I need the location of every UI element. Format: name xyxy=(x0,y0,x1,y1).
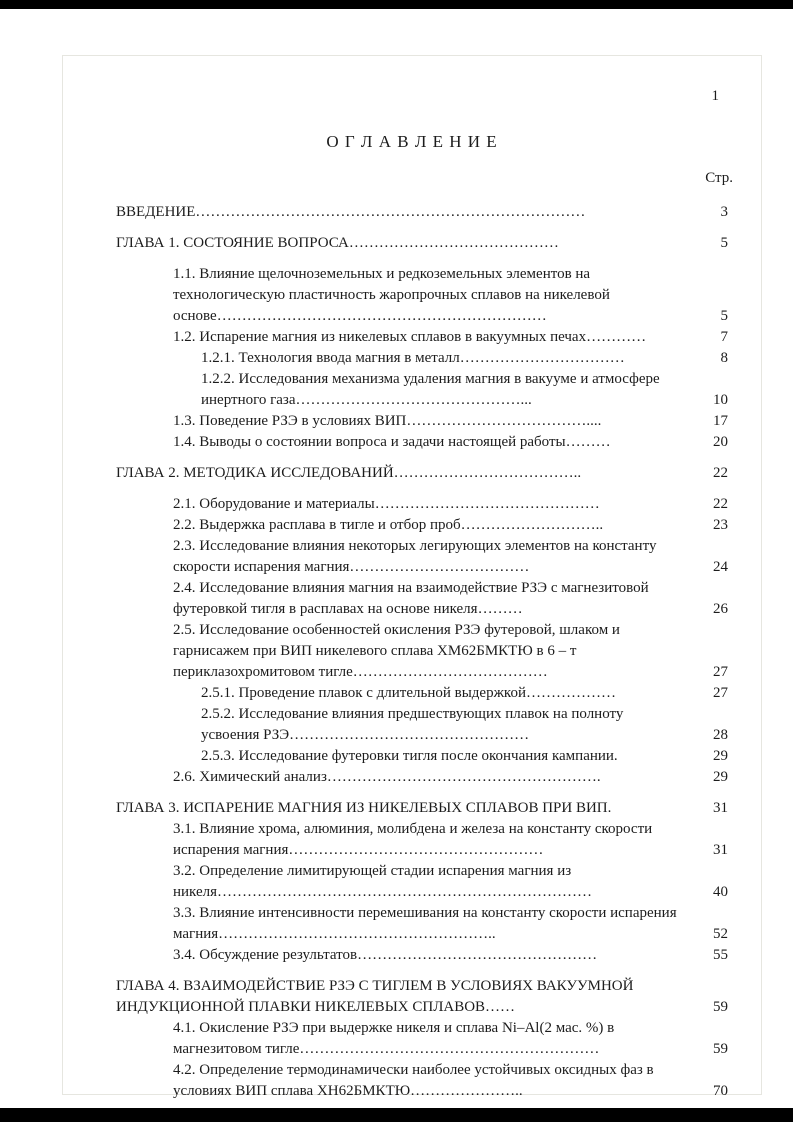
toc-entry-text: 1.1. Влияние щелочноземельных и редкоземельных элементов на технологическую пластичность жаропрочных сплавов на никелевой основе………………………………………………………… xyxy=(173,266,610,324)
toc-page-number: 23 xyxy=(713,517,728,533)
toc-entry xyxy=(116,798,728,819)
toc-entry xyxy=(116,976,728,1018)
toc-page-number: 5 xyxy=(720,308,728,324)
toc-entry xyxy=(116,1018,728,1060)
toc-entry-text: 2.2. Выдержка расплава в тигле и отбор проб……………………….. xyxy=(173,517,604,533)
toc-entry-text: 4.1. Окисление РЗЭ при выдержке никеля и сплава Ni–Al(2 мас. %) в магнезитовом тигле…………………………………………………… xyxy=(173,1020,615,1057)
toc-page-number: 10 xyxy=(713,392,728,408)
scan-edge-top xyxy=(0,0,793,9)
toc-entry xyxy=(116,264,728,327)
scan-edge-bottom xyxy=(0,1108,793,1122)
toc-entry xyxy=(116,515,728,536)
toc-entry xyxy=(116,903,728,945)
toc-entry-text: 3.2. Определение лимитирующей стадии испарения магния из никеля………………………………………………………………… xyxy=(173,863,593,900)
toc-page-number: 27 xyxy=(713,664,728,680)
toc-entry xyxy=(116,233,728,254)
toc-page-number: 31 xyxy=(713,842,728,858)
toc-entry-text: 2.5.2. Исследование влияния предшествующих плавок на полноту усвоения РЗЭ………………………………………… xyxy=(201,706,624,743)
toc-entry xyxy=(116,746,728,767)
toc-page-number: 40 xyxy=(713,884,728,900)
toc-page-number: 27 xyxy=(713,685,728,701)
toc-entry xyxy=(116,411,728,432)
toc-entry-text: 1.3. Поведение РЗЭ в условиях ВИП……………………………….... xyxy=(173,413,602,429)
toc-entry xyxy=(116,202,728,223)
page-column-header: Стр. xyxy=(705,170,733,186)
toc-entry-text: 4.2. Определение термодинамически наиболее устойчивых оксидных фаз в условиях ВИП сплава ХН62БМКТЮ………………….. xyxy=(173,1062,654,1099)
toc-page-number: 29 xyxy=(713,769,728,785)
toc-entry-text: 2.4. Исследование влияния магния на взаимодействие РЗЭ с магнезитовой футеровкой тигля в расплавах на основе никеля……… xyxy=(173,580,649,617)
toc-entry xyxy=(116,861,728,903)
toc-entry-text: 3.1. Влияние хрома, алюминия, молибдена и железа на константу скорости испарения магния…………………………………………… xyxy=(173,821,653,858)
toc-page-number: 7 xyxy=(720,329,728,345)
toc-entry-text: ГЛАВА 3. ИСПАРЕНИЕ МАГНИЯ ИЗ НИКЕЛЕВЫХ СПЛАВОВ ПРИ ВИП. xyxy=(116,800,612,816)
toc-entry xyxy=(116,369,728,411)
toc-entry-text: ГЛАВА 2. МЕТОДИКА ИССЛЕДОВАНИЙ……………………………….. xyxy=(116,465,582,481)
toc-entry xyxy=(116,578,728,620)
toc-entry-text: 1.4. Выводы о состоянии вопроса и задачи настоящей работы……… xyxy=(173,434,611,450)
toc-entry-text: 2.3. Исследование влияния некоторых легирующих элементов на константу скорости испарения магния……………………………… xyxy=(173,538,657,575)
toc-entry-text: 3.3. Влияние интенсивности перемешивания на константу скорости испарения магния……………………………………………….. xyxy=(173,905,677,942)
toc-page-number: 5 xyxy=(720,235,728,251)
toc-entry xyxy=(116,767,728,788)
toc-entry-text: 2.1. Оборудование и материалы……………………………………… xyxy=(173,496,600,512)
toc-entry xyxy=(116,1060,728,1102)
toc-entry-text: 2.5. Исследование особенностей окисления РЗЭ футеровой, шлаком и гарнисажем при ВИП никелевого сплава ХМ62БМКТЮ в 6 – т периклазохромитовом тигле………………………………… xyxy=(173,622,620,680)
table-of-contents xyxy=(116,202,728,1102)
toc-entry-text: 2.5.3. Исследование футеровки тигля после окончания кампании. xyxy=(201,748,618,764)
toc-entry xyxy=(116,683,728,704)
toc-entry-text: ГЛАВА 4. ВЗАИМОДЕЙСТВИЕ РЗЭ С ТИГЛЕМ В УСЛОВИЯХ ВАКУУМНОЙ ИНДУКЦИОННОЙ ПЛАВКИ НИКЕЛЕВЫХ СПЛАВОВ…… xyxy=(116,978,634,1015)
toc-entry xyxy=(116,348,728,369)
toc-page-number: 55 xyxy=(713,947,728,963)
toc-page-number: 28 xyxy=(713,727,728,743)
toc-page-number: 26 xyxy=(713,601,728,617)
toc-entry-text: 1.2.2. Исследования механизма удаления магния в вакууме и атмосфере инертного газа………………………………………... xyxy=(201,371,660,408)
toc-page-number: 59 xyxy=(713,1041,728,1057)
toc-entry xyxy=(116,463,728,484)
toc-entry xyxy=(116,494,728,515)
toc-entry-text: ГЛАВА 1. СОСТОЯНИЕ ВОПРОСА…………………………………… xyxy=(116,235,559,251)
toc-entry-text: 1.2. Испарение магния из никелевых сплавов в вакуумных печах………… xyxy=(173,329,647,345)
toc-page-number: 17 xyxy=(713,413,728,429)
toc-page-number: 70 xyxy=(713,1083,728,1099)
toc-page-number: 52 xyxy=(713,926,728,942)
page-number: 1 xyxy=(711,88,719,104)
toc-entry-text: ВВЕДЕНИЕ…………………………………………………………………… xyxy=(116,204,586,220)
toc-page-number: 59 xyxy=(713,999,728,1015)
toc-page-number: 22 xyxy=(713,496,728,512)
toc-entry xyxy=(116,819,728,861)
toc-entry xyxy=(116,327,728,348)
toc-entry xyxy=(116,620,728,683)
page-title: О Г Л А В Л Е Н И Е xyxy=(326,132,498,151)
document-page xyxy=(62,55,762,1099)
toc-entry-text: 2.6. Химический анализ………………………………………………. xyxy=(173,769,601,785)
toc-page-number: 31 xyxy=(713,800,728,816)
toc-page-number: 24 xyxy=(713,559,728,575)
toc-entry-text: 2.5.1. Проведение плавок с длительной выдержкой……………… xyxy=(201,685,616,701)
toc-entry-text: 1.2.1. Технология ввода магния в металл…………………………… xyxy=(201,350,625,366)
toc-entry xyxy=(116,945,728,966)
toc-entry xyxy=(116,432,728,453)
toc-entry-text: 3.4. Обсуждение результатов………………………………………… xyxy=(173,947,598,963)
toc-page-number: 29 xyxy=(713,748,728,764)
toc-page-number: 22 xyxy=(713,465,728,481)
toc-page-number: 3 xyxy=(720,204,728,220)
toc-entry xyxy=(116,704,728,746)
toc-page-number: 20 xyxy=(713,434,728,450)
toc-entry xyxy=(116,536,728,578)
toc-page-number: 8 xyxy=(720,350,728,366)
